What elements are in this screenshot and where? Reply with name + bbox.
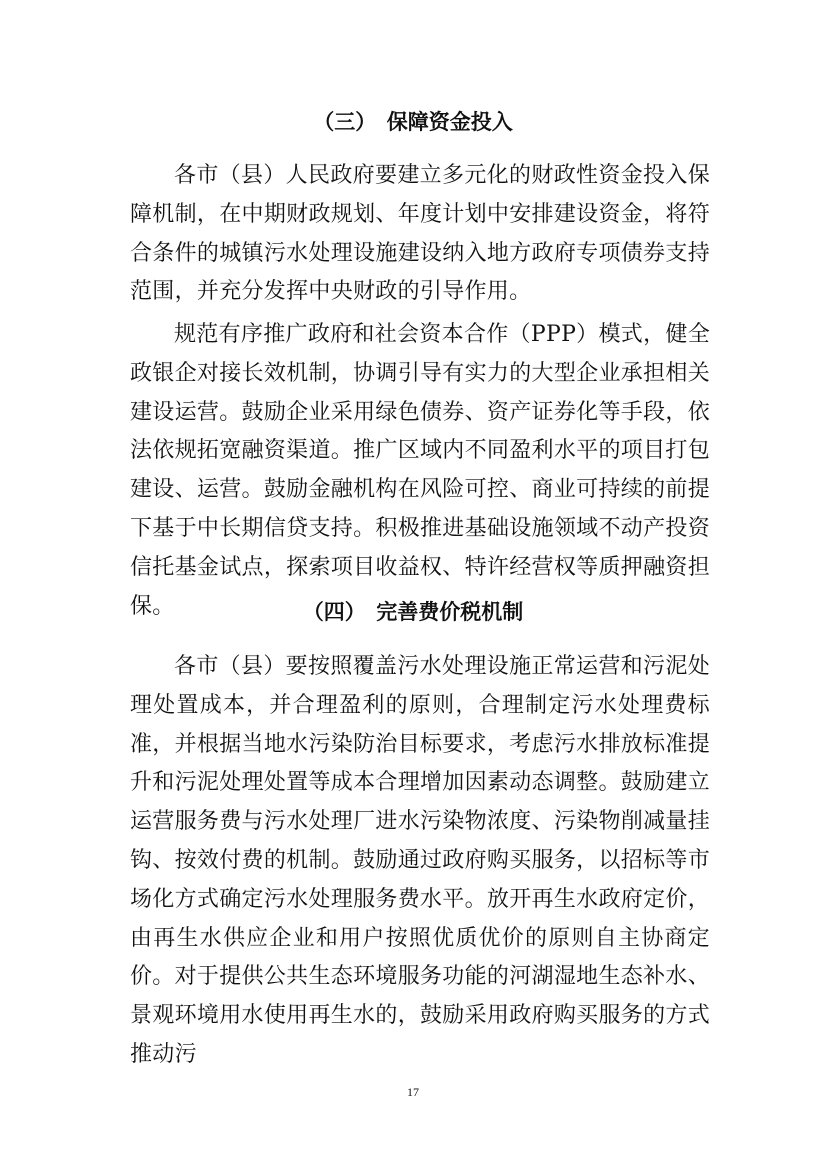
page-number: 17 bbox=[407, 1085, 419, 1099]
section-3-paragraph-1: 各市（县）人民政府要建立多元化的财政性资金投入保障机制，在中期财政规划、年度计划中安排建设资金，将符合条件的城镇污水处理设施建设纳入地方政府专项债券支持范围，并充分发挥中央财政的引导作用。 bbox=[130, 163, 710, 305]
section-4-paragraph-1: 各市（县）要按照覆盖污水处理设施正常运营和污泥处理处置成本，并合理盈利的原则，合理制定污水处理费标准，并根据当地水污染防治目标要求，考虑污水排放标准提升和污泥处理处置等成本合理增加因素动态调整。鼓励建立运营服务费与污水处理厂进水污染物浓度、污染物削减量挂钩、按效付费的机制。鼓励通过政府购买服务，以招标等市场化方式确定污水处理服务费水平。放开再生水政府定价，由再生水供应企业和用户按照优质优价的原则自主协商定价。对于提供公共生态环境服务功能的河湖湿地生态补水、景观环境用水使用再生水的，鼓励采用政府购买服务的方式推动污 bbox=[130, 654, 710, 1067]
section-3-paragraph-2: 规范有序推广政府和社会资本合作（PPP）模式，健全政银企对接长效机制，协调引导有实力的大型企业承担相关建设运营。鼓励企业采用绿色债券、资产证券化等手段，依法依规拓宽融资渠道。推广区域内不同盈利水平的项目打包建设、运营。鼓励金融机构在风险可控、商业可持续的前提下基于中长期信贷支持。积极推进基础设施领域不动产投资信托基金试点，探索项目收益权、特许经营权等质押融资担保。 bbox=[130, 322, 710, 619]
section-heading-3: （三） 保障资金投入 bbox=[313, 109, 513, 134]
section-heading-4: （四） 完善费价税机制 bbox=[302, 599, 524, 624]
